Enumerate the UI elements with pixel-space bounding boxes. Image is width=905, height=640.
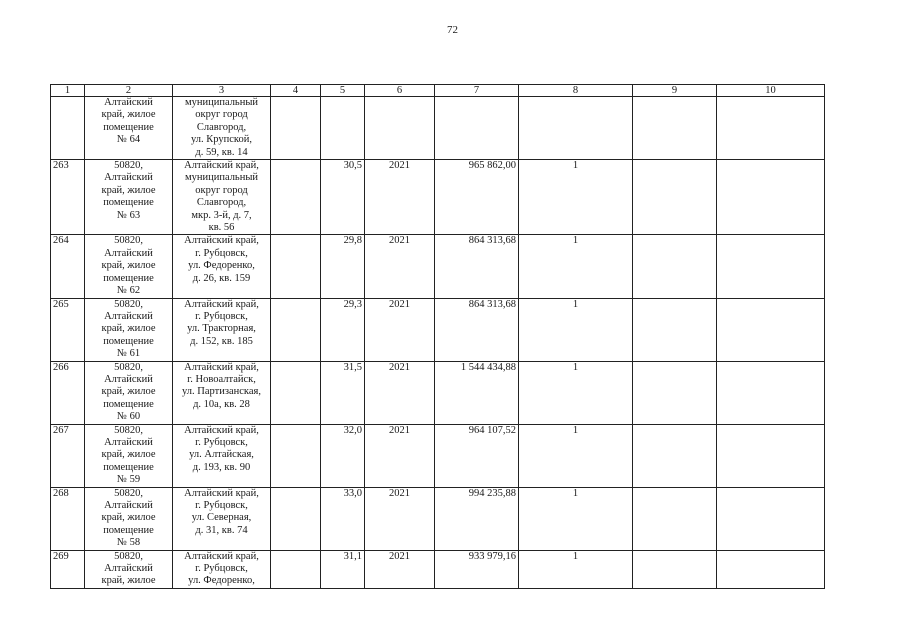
table-row (51, 298, 825, 361)
col10-cell (717, 424, 825, 487)
header-cell-9: 9 (633, 85, 717, 97)
address-cell: Алтайский край, г. Рубцовск, ул. Федоренко, (173, 550, 271, 588)
count-cell: 1 (519, 424, 633, 487)
year-cell: 2021 (365, 487, 435, 550)
header-cell-4: 4 (271, 85, 321, 97)
area-cell: 29,3 (321, 298, 365, 361)
count-cell: 1 (519, 487, 633, 550)
header-cell-3: 3 (173, 85, 271, 97)
area-cell: 31,5 (321, 361, 365, 424)
col4-cell (271, 487, 321, 550)
cost-cell: 864 313,68 (435, 235, 519, 298)
col10-cell (717, 550, 825, 588)
header-row (51, 85, 825, 97)
object-cell: 50820, Алтайский край, жилое помещение № 63 (85, 160, 173, 235)
row-number-cell: 263 (51, 160, 85, 235)
header-cell-10: 10 (717, 85, 825, 97)
address-cell: Алтайский край, г. Рубцовск, ул. Алтайская, д. 193, кв. 90 (173, 424, 271, 487)
year-cell: 2021 (365, 298, 435, 361)
row-number-cell: 264 (51, 235, 85, 298)
address-cell: Алтайский край, муниципальный округ город Славгород, мкр. 3-й, д. 7, кв. 56 (173, 160, 271, 235)
col9-cell (633, 298, 717, 361)
col4-cell (271, 424, 321, 487)
object-cell: 50820, Алтайский край, жилое помещение № 60 (85, 361, 173, 424)
page-number: 72 (447, 24, 458, 36)
col4-cell (271, 298, 321, 361)
object-cell: 50820, Алтайский край, жилое помещение № 62 (85, 235, 173, 298)
col4-cell (271, 550, 321, 588)
row-number-cell: 268 (51, 487, 85, 550)
year-cell: 2021 (365, 424, 435, 487)
cost-cell: 864 313,68 (435, 298, 519, 361)
header-cell-1: 1 (51, 85, 85, 97)
count-cell: 1 (519, 298, 633, 361)
cost-cell: 964 107,52 (435, 424, 519, 487)
count-cell: 1 (519, 235, 633, 298)
object-cell: 50820, Алтайский край, жилое помещение № 61 (85, 298, 173, 361)
col10-cell (717, 97, 825, 160)
count-cell: 1 (519, 160, 633, 235)
row-number-cell: 266 (51, 361, 85, 424)
count-cell: 1 (519, 361, 633, 424)
address-cell: Алтайский край, г. Рубцовск, ул. Северная, д. 31, кв. 74 (173, 487, 271, 550)
col10-cell (717, 160, 825, 235)
area-cell: 32,0 (321, 424, 365, 487)
address-cell: Алтайский край, г. Новоалтайск, ул. Партизанская, д. 10а, кв. 28 (173, 361, 271, 424)
count-cell: 1 (519, 550, 633, 588)
cost-cell: 965 862,00 (435, 160, 519, 235)
col9-cell (633, 550, 717, 588)
cost-cell: 1 544 434,88 (435, 361, 519, 424)
year-cell (365, 97, 435, 160)
area-cell: 30,5 (321, 160, 365, 235)
year-cell: 2021 (365, 361, 435, 424)
year-cell: 2021 (365, 550, 435, 588)
table-row (51, 550, 825, 588)
table-row (51, 97, 825, 160)
col10-cell (717, 235, 825, 298)
header-cell-2: 2 (85, 85, 173, 97)
row-number-cell (51, 97, 85, 160)
cost-cell: 933 979,16 (435, 550, 519, 588)
table-row (51, 487, 825, 550)
header-cell-6: 6 (365, 85, 435, 97)
object-cell: Алтайский край, жилое помещение № 64 (85, 97, 173, 160)
object-cell: 50820, Алтайский край, жилое помещение № 59 (85, 424, 173, 487)
header-cell-8: 8 (519, 85, 633, 97)
col9-cell (633, 160, 717, 235)
row-number-cell: 269 (51, 550, 85, 588)
area-cell: 29,8 (321, 235, 365, 298)
col9-cell (633, 97, 717, 160)
object-cell: 50820, Алтайский край, жилое (85, 550, 173, 588)
col9-cell (633, 235, 717, 298)
col4-cell (271, 361, 321, 424)
col10-cell (717, 361, 825, 424)
col9-cell (633, 361, 717, 424)
table-row (51, 424, 825, 487)
col9-cell (633, 424, 717, 487)
count-cell (519, 97, 633, 160)
object-cell: 50820, Алтайский край, жилое помещение № 58 (85, 487, 173, 550)
col4-cell (271, 160, 321, 235)
year-cell: 2021 (365, 160, 435, 235)
row-number-cell: 267 (51, 424, 85, 487)
col10-cell (717, 487, 825, 550)
table-row (51, 160, 825, 235)
col9-cell (633, 487, 717, 550)
property-table (50, 84, 825, 589)
cost-cell (435, 97, 519, 160)
col4-cell (271, 97, 321, 160)
row-number-cell: 265 (51, 298, 85, 361)
header-cell-5: 5 (321, 85, 365, 97)
header-cell-7: 7 (435, 85, 519, 97)
area-cell: 31,1 (321, 550, 365, 588)
col4-cell (271, 235, 321, 298)
address-cell: Алтайский край, г. Рубцовск, ул. Федоренко, д. 26, кв. 159 (173, 235, 271, 298)
table-row (51, 235, 825, 298)
year-cell: 2021 (365, 235, 435, 298)
cost-cell: 994 235,88 (435, 487, 519, 550)
table-row (51, 361, 825, 424)
address-cell: Алтайский край, г. Рубцовск, ул. Тракторная, д. 152, кв. 185 (173, 298, 271, 361)
col10-cell (717, 298, 825, 361)
area-cell (321, 97, 365, 160)
area-cell: 33,0 (321, 487, 365, 550)
address-cell: муниципальный округ город Славгород, ул. Крупской, д. 59, кв. 14 (173, 97, 271, 160)
